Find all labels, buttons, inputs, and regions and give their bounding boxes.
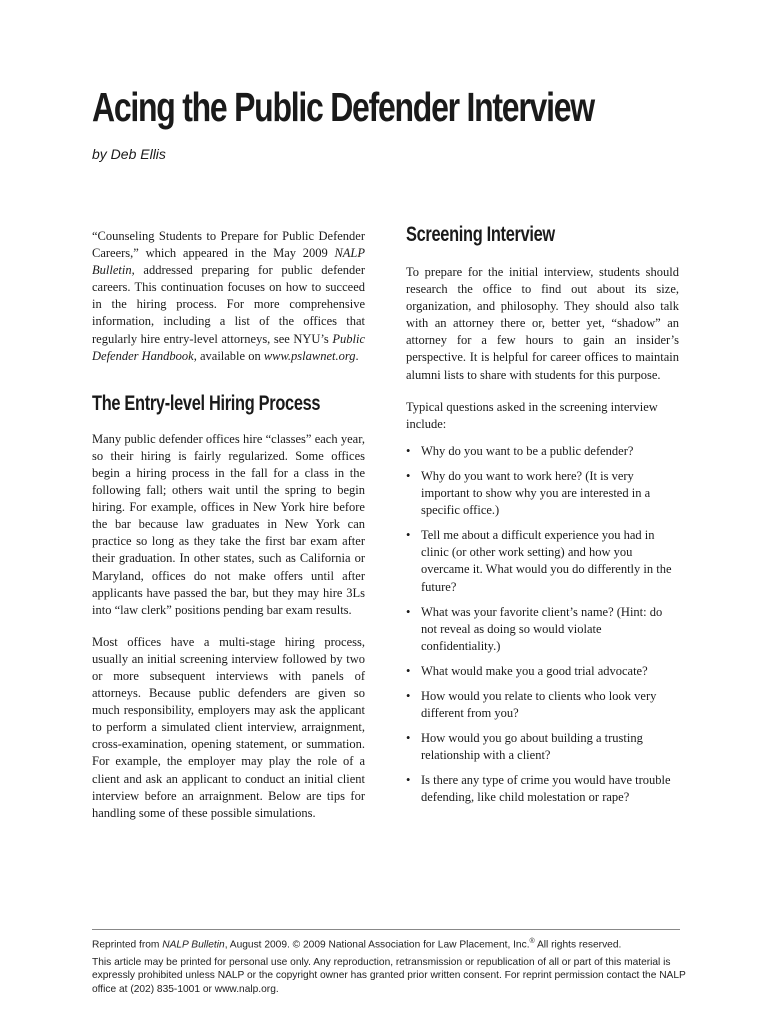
right-column bbox=[406, 222, 679, 815]
list-item: • Is there any type of crime you would have trouble defending, like child molestation or rape? bbox=[406, 773, 671, 805]
list-item: • Why do you want to work here? (It is very important to show why you are interested in a specific office.) bbox=[406, 468, 651, 518]
intro-paragraph bbox=[92, 228, 365, 365]
bullet-icon: • bbox=[406, 443, 411, 458]
handbook-title: Public Defender Handbook bbox=[92, 331, 365, 363]
bullet-icon: • bbox=[406, 468, 411, 483]
footer-bulletin-title: NALP Bulletin bbox=[162, 939, 225, 951]
questions-list bbox=[406, 443, 679, 807]
list-item: • What would make you a good trial advocate? bbox=[406, 663, 679, 680]
article-title: Acing the Public Defender Interview bbox=[92, 84, 594, 130]
intro-bulletin-title: NALP Bulletin, bbox=[92, 246, 365, 278]
entry-paragraph-2: Most offices have a multi-stage hiring process, usually an initial screening interview followed by two or more subsequent interviews with panels of attorneys. Because public defenders are given so much responsibility, employers may ask the applicant to perform a simulated client interview, arraignment, cross-examination, opening statement, or summation. For example, the employer may play the role of a client and ask an applicant to conduct an initial client interview before an arraignment. Below are tips for handling some of these possible simulations. bbox=[92, 634, 365, 820]
intro-text: , available on bbox=[193, 348, 264, 363]
left-column bbox=[92, 228, 365, 822]
screening-interview-heading: Screening Interview bbox=[406, 223, 555, 246]
footer bbox=[92, 935, 692, 996]
screening-paragraph-1: To prepare for the initial interview, students should research the office to find out about its size, organization, and philosophy. They should also talk with an attorney there or, better yet, “shadow” an attorney for a few hours to gain an insider’s perspective. It is helpful for career offices to maintain alumni lists to share with students for this purpose. bbox=[406, 265, 679, 382]
byline: by Deb Ellis bbox=[92, 146, 166, 162]
bullet-icon: • bbox=[406, 663, 411, 678]
bullet-icon: • bbox=[406, 604, 411, 619]
bullet-icon: • bbox=[406, 731, 411, 746]
bullet-icon: • bbox=[406, 528, 411, 543]
intro-text: . bbox=[355, 348, 359, 363]
bullet-icon: • bbox=[406, 773, 411, 788]
intro-text: addressed preparing for public defender careers. This continuation focuses on how to succeed in the hiring process. For more comprehensive information, including a list of the offices that regularly hire entry-level attorneys, see NYU’s bbox=[92, 263, 365, 346]
registered-mark: ® bbox=[529, 938, 535, 945]
bullet-icon: • bbox=[406, 688, 411, 703]
permission-notice: This article may be printed for personal use only. Any reproduction, retransmission or republication of all or part of this material is expressly prohibited unless NALP or the copyright owner has granted prior written consent. For reprint permission contact the NALP office at (202) 835-1001 or www.nalp.org. bbox=[92, 956, 686, 995]
intro-text: “Counseling Students to Prepare for Public Defender Careers,” which appeared in the May 2009 bbox=[92, 229, 365, 261]
entry-level-heading: The Entry-level Hiring Process bbox=[92, 391, 321, 415]
list-item: • How would you relate to clients who look very different from you? bbox=[406, 688, 657, 721]
pslawnet-link[interactable]: www.pslawnet.org bbox=[263, 348, 356, 363]
list-item: • What was your favorite client’s name? (Hint: do not reveal as doing so would violate confidentiality.) bbox=[406, 604, 663, 653]
list-item: • How would you go about building a trusting relationship with a client? bbox=[406, 731, 643, 763]
footer-divider bbox=[92, 929, 680, 930]
screening-paragraph-2: Typical questions asked in the screening interview include: bbox=[406, 399, 658, 431]
entry-paragraph-1: Many public defender offices hire “classes” each year, so their hiring is fairly regularized. Some offices begin a hiring process in the fall for a class in the following fall; others wait until the spring to begin hiring. For example, offices in New York hire before the bar because law graduates in New York can practice so long as they take the first bar exam after their graduation. In other states, such as California or Maryland, offices do not make offers until after applicants have passed the bar, but they may hire 3Ls into “law clerk” positions pending bar exam results. bbox=[92, 431, 365, 617]
reprint-notice: Reprinted from NALP Bulletin, August 2009. © 2009 National Association for Law Placement, Inc.® All rights reserved. bbox=[92, 938, 622, 951]
list-item: • Why do you want to be a public defender? bbox=[406, 443, 679, 460]
list-item: • Tell me about a difficult experience you had in clinic (or other work setting) and how you overcame it. What would you do differently in the future? bbox=[406, 528, 672, 594]
